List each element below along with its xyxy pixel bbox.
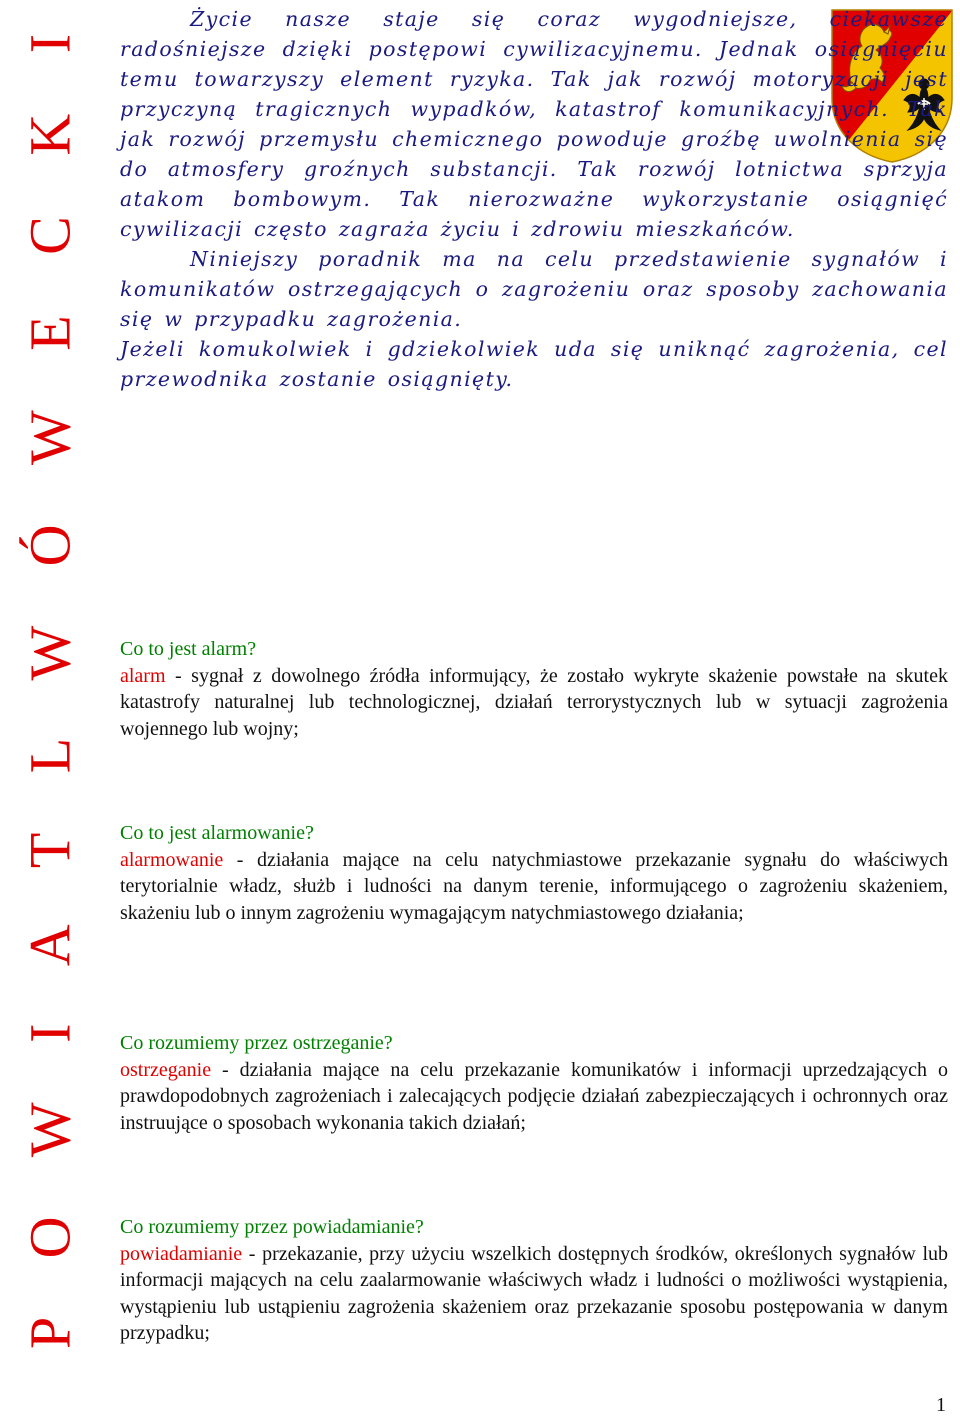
section-question: Co to jest alarmowanie? xyxy=(120,822,314,844)
intro-sentence-2: Tak jak rozwój motoryzacji jest przyczyną tragicznych wypadków, katastrof komunikacyjnych. Tak jak rozwój przemysłu chemicznego powoduje groźbę uwolnienia się do atmosfery groźnych substancji. Tak rozwój lotnictwa sprzyja atakom bombowym. Tak nierozważne wykorzystanie osiągnięć cywilizacji często zagraża życiu i zdrowiu mieszkańców. xyxy=(120,67,948,241)
section-alarmowanie xyxy=(120,820,948,926)
section-definition-text: - działania mające na celu przekazanie komunikatów i informacji uprzedzających o prawdopodobnych zagrożeniach i zalecających podjęcie działań zabezpieczających i ochronnych oraz instruujące o sposobach wykonania takich działań; xyxy=(120,1058,948,1134)
intro-text xyxy=(120,4,948,394)
section-term: ostrzeganie xyxy=(120,1058,212,1081)
section-definition xyxy=(120,1241,948,1347)
side-title-banner xyxy=(0,0,100,1417)
section-alarm xyxy=(120,636,948,742)
page-number: 1 xyxy=(936,1394,946,1416)
section-definition xyxy=(120,1057,948,1137)
section-definition-text: - sygnał z dowolnego źródła informujący, że zostało wykryte skażenie powstałe na skutek katastrofy naturalnej lub technologicznej, działań terrorystycznych lub w sytuacji zagrożenia wojennego lub wojny; xyxy=(120,664,948,740)
section-ostrzeganie xyxy=(120,1030,948,1136)
section-question: Co rozumiemy przez ostrzeganie? xyxy=(120,1032,393,1054)
intro-paragraph-2: Niniejszy poradnik ma na celu przedstawienie sygnałów i komunikatów ostrzegających o zagrożeniu oraz sposoby zachowania się w przypadku zagrożenia. xyxy=(120,247,948,331)
section-definition xyxy=(120,663,948,743)
section-question: Co rozumiemy przez powiadamianie? xyxy=(120,1216,424,1238)
section-definition-text: - przekazanie, przy użyciu wszelkich dostępnych środków, określonych sygnałów lub informacji mających na celu zaalarmowanie właściwych władz i ludności o możliwości wystąpienia, wystąpieniu lub ustąpieniu zagrożenia skażeniem oraz przekazanie sposobu postępowania w danym przypadku; xyxy=(120,1242,948,1344)
side-title-text: P O W I A T L W Ó W E C K I xyxy=(17,10,83,1350)
intro-sentence-1: Życie nasze staje się coraz wygodniejsze, ciekawsze radośniejsze dzięki postępowi cywilizacyjnemu. Jednak osiągnięciu temu towarzyszy element ryzyka. xyxy=(120,7,948,91)
section-term: powiadamianie xyxy=(120,1242,243,1265)
section-powiadamianie xyxy=(120,1214,948,1347)
section-definition xyxy=(120,847,948,927)
section-question: Co to jest alarm? xyxy=(120,638,257,660)
intro-paragraph-3: Jeżeli komukolwiek i gdziekolwiek uda się uniknąć zagrożenia, cel przewodnika zostanie osiągnięty. xyxy=(120,337,948,391)
section-term: alarmowanie xyxy=(120,848,224,871)
intro-paragraph-1 xyxy=(120,4,948,244)
section-term: alarm xyxy=(120,664,166,687)
section-definition-text: - działania mające na celu natychmiastowe przekazanie sygnału do właściwych terytorialnie władz, służb i ludności na danym terenie, informującego o zagrożeniu skażeniem, skażeniu lub o innym zagrożeniu wymagającym natychmiastowego działania; xyxy=(120,848,948,924)
